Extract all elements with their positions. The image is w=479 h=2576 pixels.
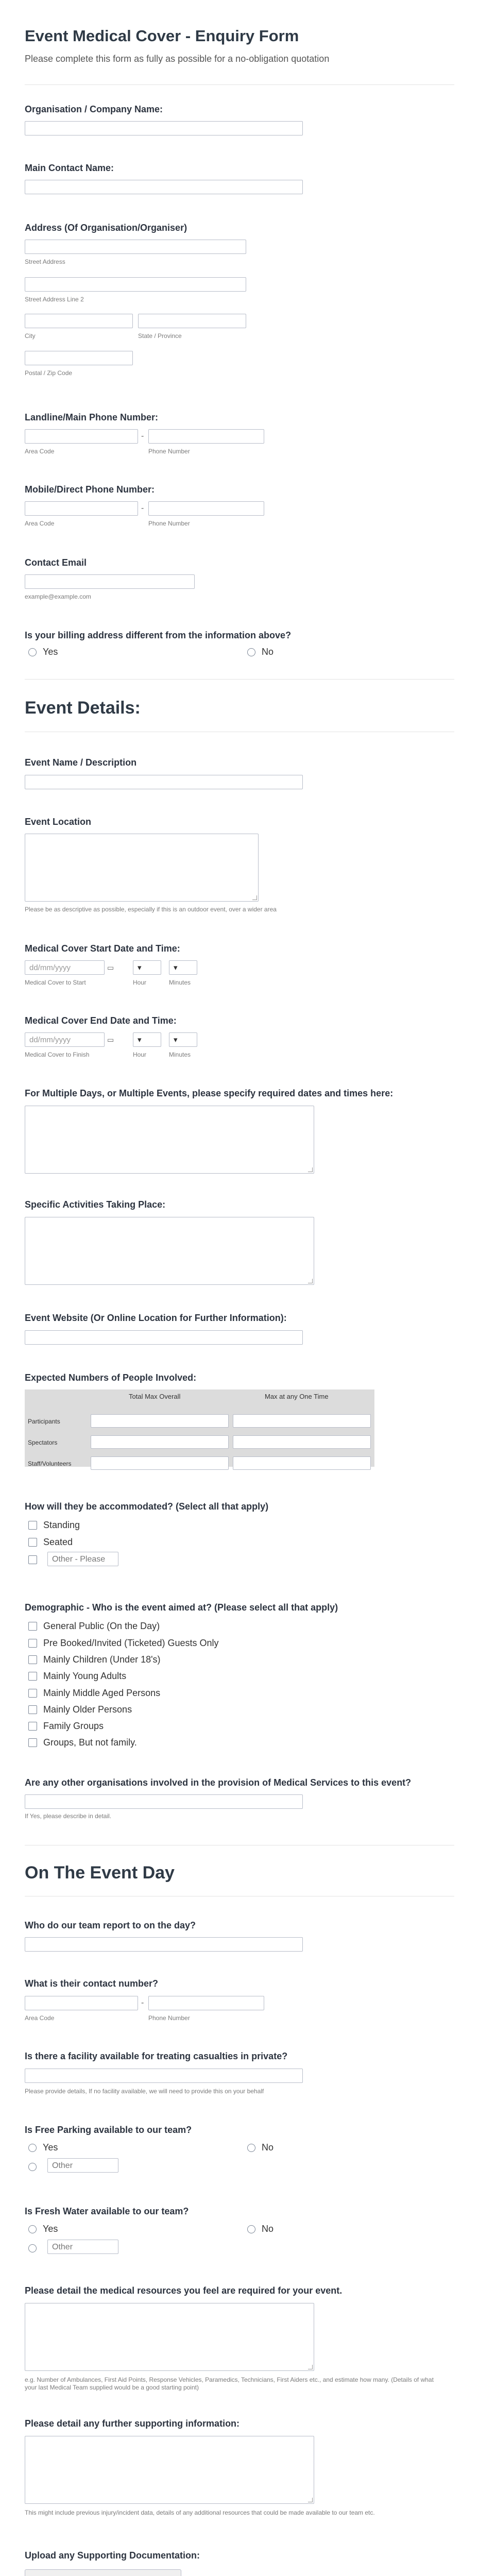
org-label: Organisation / Company Name: [25,104,163,114]
event-location-textarea[interactable] [25,834,259,902]
water-yes-option[interactable] [28,2224,58,2234]
postal-input[interactable] [25,351,133,365]
mobile-phone-sublabel: Phone Number [148,520,190,527]
radio-button[interactable] [247,648,255,656]
checkbox[interactable] [28,1538,37,1547]
demographic-option[interactable] [28,1737,137,1748]
demographic-option[interactable] [28,1621,160,1632]
day-section-title: On The Event Day [25,1863,175,1883]
resources-label: Please detail the medical resources you feel are required for your event. [25,2285,343,2296]
demographic-option-label: Groups, But not family. [43,1737,137,1748]
state-sublabel: State / Province [138,332,182,340]
phone-dash: - [141,432,144,440]
landline-label: Landline/Main Phone Number: [25,412,159,422]
others-input[interactable] [25,1794,303,1809]
water-other-option[interactable] [28,2243,43,2253]
resources-hint: e.g. Number of Ambulances, First Aid Points, Response Vehicles, Paramedics, Technicians, First Aiders etc., and estimate how many. (Details of what your last Medical Team supplied would be a good starting point) [25,2376,434,2391]
demographic-option-label: Mainly Young Adults [43,1671,127,1681]
checkbox[interactable] [28,1639,37,1648]
supporting-textarea[interactable] [25,2436,314,2504]
checkbox[interactable] [28,1738,37,1747]
checkbox[interactable] [28,1689,37,1698]
parking-no-label: No [262,2142,274,2153]
end-minute-select[interactable]: ▾ [169,1032,197,1047]
start-date-input[interactable]: dd/mm/yyyy [25,960,105,975]
end-sublabel: Medical Cover to Finish [25,1051,90,1058]
radio-button[interactable] [28,2163,37,2171]
website-input[interactable] [25,1330,303,1345]
numbers-table [25,1389,374,1467]
radio-button[interactable] [28,2225,37,2233]
other-option[interactable] [28,1554,43,1565]
divider [25,679,454,680]
landline-phone-input[interactable] [148,429,264,444]
end-minutes-sublabel: Minutes [169,1051,191,1058]
radio-button[interactable] [247,2144,255,2152]
city-input[interactable] [25,314,133,328]
demographic-option-label: General Public (On the Day) [43,1621,160,1631]
parking-label: Is Free Parking available to our team? [25,2125,192,2135]
checkbox[interactable] [28,1555,37,1564]
multi-textarea[interactable] [25,1106,314,1174]
start-minutes-sublabel: Minutes [169,979,191,986]
end-hour-select[interactable]: ▾ [133,1032,161,1047]
row-label-staff: Staff/Volunteers [28,1460,72,1467]
mobile-area-sublabel: Area Code [25,520,55,527]
calendar-icon[interactable]: ▭ [107,1036,114,1044]
day-contact-label: What is their contact number? [25,1978,159,1989]
radio-button[interactable] [28,2244,37,2252]
water-yes-label: Yes [43,2224,58,2234]
org-input[interactable] [25,121,303,135]
demographic-option-label: Pre Booked/Invited (Ticketed) Guests Only [43,1638,219,1648]
billing-label: Is your billing address different from the information above? [25,630,292,640]
day-contact-area-sublabel: Area Code [25,2014,55,2022]
accommodated-other-input[interactable]: Other - Please [47,1552,118,1566]
billing-yes-label: Yes [43,647,58,657]
resources-textarea[interactable] [25,2303,314,2371]
demographic-option-label: Mainly Children (Under 18's) [43,1654,161,1665]
start-label: Medical Cover Start Date and Time: [25,943,180,954]
street1-input[interactable] [25,240,246,254]
water-no-label: No [262,2224,274,2234]
numbers-label: Expected Numbers of People Involved: [25,1372,197,1383]
others-hint: If Yes, please describe in detail. [25,1812,112,1820]
upload-label: Upload any Supporting Documentation: [25,2550,200,2561]
parking-other-input[interactable]: Other [47,2158,118,2173]
staff-total-input[interactable] [91,1456,229,1470]
facility-hint: Please provide details, If no facility available, we will need to provide this on your behalf [25,2088,264,2095]
supporting-label: Please detail any further supporting information: [25,2418,240,2429]
spectators-total-input[interactable] [91,1435,229,1449]
demographic-label: Demographic - Who is the event aimed at? (Please select all that apply) [25,1602,338,1613]
facility-label: Is there a facility available for treating casualties in private? [25,2051,288,2061]
parking-yes-label: Yes [43,2142,58,2153]
form-subtitle: Please complete this form as fully as possible for a no-obligation quotation [25,54,330,64]
staff-max-input[interactable] [233,1456,371,1470]
billing-no-label: No [262,647,274,657]
address-label: Address (Of Organisation/Organiser) [25,223,187,233]
col-header-max: Max at any One Time [265,1393,329,1400]
contact-input[interactable] [25,180,303,194]
standing-option[interactable] [28,1520,80,1531]
demographic-option-label: Mainly Middle Aged Persons [43,1688,161,1698]
row-label-participants: Participants [28,1418,60,1425]
demographic-option[interactable] [28,1654,161,1665]
demographic-option-label: Family Groups [43,1721,104,1731]
contact-label: Main Contact Name: [25,163,114,173]
event-name-label: Event Name / Description [25,757,137,768]
parking-other-option[interactable] [28,2161,43,2172]
participants-max-input[interactable] [233,1414,371,1428]
day-contact-area-input[interactable] [25,1996,138,2010]
participants-total-input[interactable] [91,1414,229,1428]
start-hour-select[interactable]: ▾ [133,960,161,975]
end-date-input[interactable]: dd/mm/yyyy [25,1032,105,1047]
phone-dash: - [141,1998,144,2007]
billing-yes-option[interactable] [28,647,58,657]
event-location-label: Event Location [25,817,92,827]
divider [25,84,454,85]
state-input[interactable] [138,314,246,328]
city-sublabel: City [25,332,36,340]
end-hour-sublabel: Hour [133,1051,147,1058]
event-section-title: Event Details: [25,698,141,718]
street2-input[interactable] [25,277,246,292]
standing-label: Standing [43,1520,80,1530]
spectators-max-input[interactable] [233,1435,371,1449]
col-header-total: Total Max Overall [129,1393,181,1400]
demographic-option[interactable] [28,1688,160,1699]
landline-area-input[interactable] [25,429,138,444]
start-minute-select[interactable]: ▾ [169,960,197,975]
row-label-spectators: Spectators [28,1439,58,1446]
parking-yes-option[interactable] [28,2142,58,2153]
demographic-option[interactable] [28,1638,218,1649]
end-label: Medical Cover End Date and Time: [25,1015,177,1026]
activities-label: Specific Activities Taking Place: [25,1199,166,1210]
report-label: Who do our team report to on the day? [25,1920,196,1930]
seated-option[interactable] [28,1537,73,1548]
activities-textarea[interactable] [25,1217,314,1285]
others-label: Are any other organisations involved in the provision of Medical Services to this event? [25,1777,412,1788]
email-label: Contact Email [25,557,87,568]
water-no-option[interactable] [247,2224,273,2234]
radio-button[interactable] [28,648,37,656]
seated-label: Seated [43,1537,73,1547]
landline-area-sublabel: Area Code [25,448,55,455]
report-input[interactable] [25,1937,303,1952]
checkbox[interactable] [28,1722,37,1731]
form-title: Event Medical Cover - Enquiry Form [25,27,299,45]
checkbox[interactable] [28,1655,37,1664]
day-contact-phone-input[interactable] [148,1996,264,2010]
demographic-option-label: Mainly Older Persons [43,1704,132,1715]
water-label: Is Fresh Water available to our team? [25,2206,189,2216]
water-other-input[interactable]: Other [47,2240,118,2254]
demographic-option[interactable] [28,1671,126,1682]
radio-button[interactable] [247,2225,255,2233]
checkbox[interactable] [28,1521,37,1530]
street2-sublabel: Street Address Line 2 [25,296,84,303]
event-location-hint: Please be as descriptive as possible, especially if this is an outdoor event, over a wider area [25,906,277,913]
calendar-icon[interactable]: ▭ [107,963,114,972]
checkbox[interactable] [28,1705,37,1714]
checkbox[interactable] [28,1672,37,1681]
postal-sublabel: Postal / Zip Code [25,369,73,377]
browse-files-button[interactable] [25,2569,181,2576]
day-contact-phone-sublabel: Phone Number [148,2014,190,2022]
street1-sublabel: Street Address [25,258,65,265]
billing-no-option[interactable] [247,647,273,657]
start-hour-sublabel: Hour [133,979,147,986]
website-label: Event Website (Or Online Location for Further Information): [25,1313,287,1323]
mobile-phone-input[interactable] [148,501,264,516]
demographic-option[interactable] [28,1704,132,1715]
accommodated-label: How will they be accommodated? (Select all that apply) [25,1501,269,1512]
landline-phone-sublabel: Phone Number [148,448,190,455]
supporting-hint: This might include previous injury/incident data, details of any additional resources that could be made available to our team etc. [25,2509,375,2516]
facility-input[interactable] [25,2069,303,2083]
email-input[interactable] [25,574,195,589]
email-hint: example@example.com [25,593,91,600]
demographic-option[interactable] [28,1721,104,1732]
checkbox[interactable] [28,1622,37,1631]
radio-button[interactable] [28,2144,37,2152]
parking-no-option[interactable] [247,2142,273,2153]
mobile-area-input[interactable] [25,501,138,516]
start-sublabel: Medical Cover to Start [25,979,86,986]
multi-label: For Multiple Days, or Multiple Events, please specify required dates and times here: [25,1088,394,1098]
phone-dash: - [141,504,144,513]
event-name-input[interactable] [25,775,303,789]
mobile-label: Mobile/Direct Phone Number: [25,484,155,495]
